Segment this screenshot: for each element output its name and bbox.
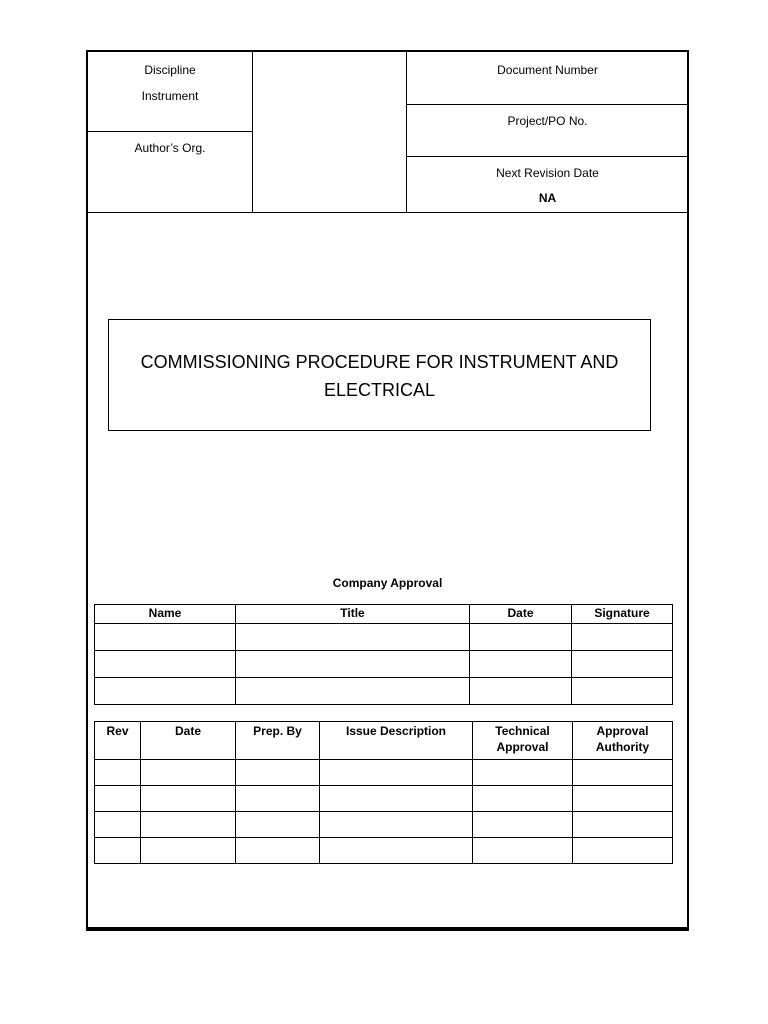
next-revision-value: NA (538, 191, 557, 205)
table-cell (95, 624, 236, 651)
table-cell (95, 760, 141, 786)
table-header-row (95, 722, 673, 760)
table-cell (236, 786, 320, 812)
title-box (108, 319, 651, 431)
page-bottom-rule (86, 930, 689, 931)
table-cell (141, 760, 236, 786)
discipline-cell (88, 52, 252, 132)
table-cell (573, 760, 673, 786)
project-po-label: Project/PO No. (507, 114, 588, 128)
document-page (86, 50, 689, 930)
table-cell (320, 812, 473, 838)
table-row (95, 624, 673, 651)
table-cell (573, 838, 673, 864)
table-cell (141, 812, 236, 838)
table-row (95, 786, 673, 812)
document-title: COMMISSIONING PROCEDURE FOR INSTRUMENT AND ELECTRICAL (140, 352, 619, 400)
document-number-label: Document Number (497, 63, 598, 77)
table-cell (572, 651, 673, 678)
column-header-prep-by: Prep. By (236, 722, 320, 760)
column-header-technical-approval: Technical Approval (473, 722, 573, 760)
table-row (95, 760, 673, 786)
table-header-row (95, 605, 673, 624)
next-revision-cell (407, 157, 688, 212)
table-cell (473, 760, 573, 786)
discipline-label: Discipline (144, 63, 196, 77)
revision-table (94, 721, 673, 864)
table-row (95, 651, 673, 678)
next-revision-label: Next Revision Date (496, 166, 599, 180)
table-cell (236, 812, 320, 838)
column-header-rev: Rev (95, 722, 141, 760)
column-header-issue-description: Issue Description (320, 722, 473, 760)
table-cell (473, 838, 573, 864)
table-cell (473, 786, 573, 812)
table-row (95, 812, 673, 838)
column-header-date: Date (470, 605, 572, 624)
header-left-column (88, 52, 253, 212)
company-approval-table (94, 604, 673, 705)
table-cell (470, 624, 572, 651)
table-cell (236, 651, 470, 678)
table-row (95, 838, 673, 864)
table-cell (572, 678, 673, 705)
table-cell (95, 812, 141, 838)
table-cell (95, 678, 236, 705)
column-header-date: Date (141, 722, 236, 760)
document-number-cell (407, 52, 688, 105)
table-cell (236, 760, 320, 786)
table-cell (236, 838, 320, 864)
table-cell (320, 838, 473, 864)
table-cell (141, 786, 236, 812)
table-cell (320, 760, 473, 786)
column-header-name: Name (95, 605, 236, 624)
table-cell (470, 651, 572, 678)
table-cell (473, 812, 573, 838)
table-cell (236, 624, 470, 651)
table-cell (572, 624, 673, 651)
column-header-title: Title (236, 605, 470, 624)
header-right-column (406, 52, 688, 212)
table-cell (573, 812, 673, 838)
table-cell (95, 651, 236, 678)
column-header-approval-authority: Approval Authority (573, 722, 673, 760)
table-cell (95, 838, 141, 864)
table-cell (236, 678, 470, 705)
project-po-cell (407, 105, 688, 157)
table-cell (141, 838, 236, 864)
header-block (88, 52, 687, 213)
table-row (95, 678, 673, 705)
table-cell (470, 678, 572, 705)
column-header-signature: Signature (572, 605, 673, 624)
table-cell (95, 786, 141, 812)
discipline-value: Instrument (141, 89, 199, 103)
table-cell (320, 786, 473, 812)
company-approval-label: Company Approval (332, 576, 443, 590)
table-cell (573, 786, 673, 812)
authors-org-label: Author’s Org. (134, 141, 206, 155)
